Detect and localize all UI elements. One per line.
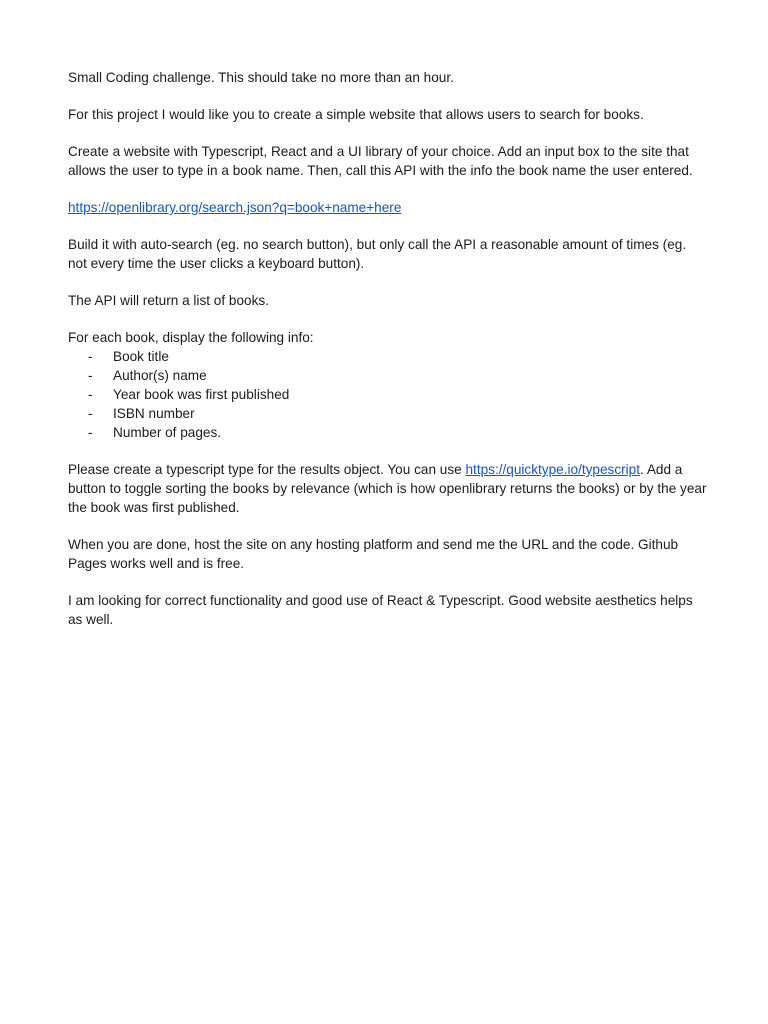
project-paragraph: For this project I would like you to create a simple website that allows users to search for books. — [68, 107, 644, 122]
openlibrary-api-link[interactable]: https://openlibrary.org/search.json?q=book+name+here — [68, 200, 402, 215]
bullet-dash: - — [88, 406, 93, 421]
bullet-dash: - — [88, 349, 93, 364]
api-link-paragraph — [68, 198, 708, 217]
bullet-dash: - — [88, 425, 93, 440]
list-item: - Author(s) name — [88, 368, 207, 383]
list-item: - Book title — [88, 349, 169, 364]
document-page — [68, 68, 708, 647]
closing-paragraph: I am looking for correct functionality and good use of React & Typescript. Good website aesthetics helps as well. — [68, 593, 693, 627]
list-item: - Year book was first published — [88, 387, 290, 402]
typescript-paragraph: Please create a typescript type for the results object. You can use https://quicktype.io/typescript. Add a button to toggle sorting the books by relevance (which is how openlibrary returns the books) or by the year the book was first published. — [68, 462, 707, 515]
bullet-dash: - — [88, 387, 93, 402]
book-info-list — [68, 347, 708, 442]
quicktype-link[interactable]: https://quicktype.io/typescript — [465, 462, 641, 477]
create-paragraph: Create a website with Typescript, React and a UI library of your choice. Add an input box to the site that allows the user to type in a book name. Then, call this API with the info the book name the user entered. — [68, 144, 693, 178]
list-item: - Number of pages. — [88, 425, 222, 440]
bullet-dash: - — [88, 368, 93, 383]
for-each-paragraph: For each book, display the following info: — [68, 330, 314, 345]
hosting-paragraph: When you are done, host the site on any hosting platform and send me the URL and the code. Github Pages works well and is free. — [68, 537, 679, 571]
intro-paragraph: Small Coding challenge. This should take no more than an hour. — [68, 70, 454, 85]
list-item: - ISBN number — [88, 406, 195, 421]
api-returns-paragraph: The API will return a list of books. — [68, 293, 269, 308]
autosearch-paragraph: Build it with auto-search (eg. no search button), but only call the API a reasonable amount of times (eg. not every time the user clicks a keyboard button). — [68, 237, 687, 271]
